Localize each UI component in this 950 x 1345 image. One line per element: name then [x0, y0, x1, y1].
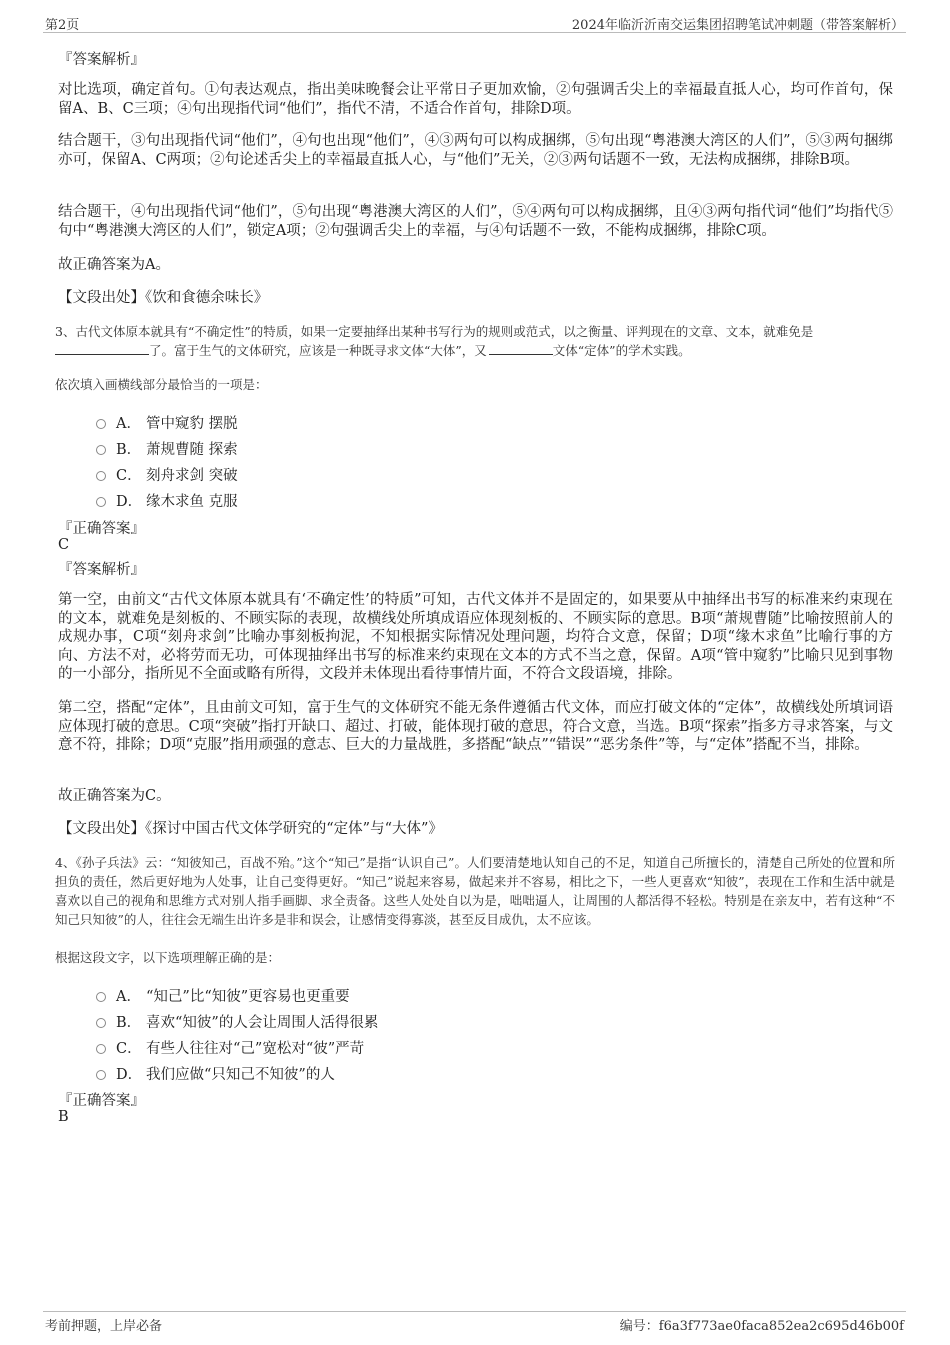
question-stem-part: 3、古代文体原本就具有“不确定性”的特质，如果一定要抽绎出某种书写行为的规则或范式，以之衡量、评判现在的文章、文本，就难免是 — [55, 324, 814, 339]
option-c[interactable]: C． 有些人往往对“己”宽松对“彼”严苛 — [96, 1037, 364, 1058]
radio-button[interactable] — [96, 1018, 106, 1028]
option-b[interactable]: B． 喜欢“知彼”的人会让周围人活得很累 — [96, 1011, 378, 1032]
option-c[interactable]: C． 刻舟求剑 突破 — [96, 464, 238, 485]
analysis-paragraph: 结合题干，④句出现指代词“他们”，⑤句出现“粤港澳大湾区的人们”，⑤④两句可以构成捆绑，且④③两句指代词“他们”均指代⑤句中“粤港澳大湾区的人们”，锁定A项；②句强调舌尖上的幸福，与④句话题不一致，不能构成捆绑，排除C项。 — [58, 204, 893, 239]
option-b[interactable]: B． 萧规曹随 探索 — [96, 438, 238, 459]
conclusion: 故正确答案为A。 — [58, 257, 170, 273]
answer-label: 『正确答案』 — [58, 521, 145, 537]
question-prompt: 依次填入画横线部分最恰当的一项是： — [55, 377, 268, 392]
radio-button[interactable] — [96, 497, 106, 507]
question-stem-part: 了。富于生气的文体研究，应该是一种既寻求文体“大体”，又 — [149, 343, 487, 358]
analysis-label: 『答案解析』 — [58, 562, 145, 578]
analysis-paragraph: 结合题干，③句出现指代词“他们”，④句也出现“他们”，④③两句可以构成捆绑，⑤句出现“粤港澳大湾区的人们”，⑤③两句捆绑亦可，保留A、C两项；②句论述舌尖上的幸福最直抵人心，与“他们”无关，②③两句话题不一致，无法构成捆绑，排除B项。 — [58, 133, 893, 168]
fill-blank — [489, 342, 553, 355]
conclusion: 故正确答案为C。 — [58, 788, 171, 804]
analysis-paragraph: 对比选项，确定首句。①句表达观点，指出美味晚餐会让平常日子更加欢愉，②句强调舌尖上的幸福最直抵人心，均可作首句，保留A、B、C三项；④句出现指代词“他们”，指代不清，不适合作首句，排除D项。 — [58, 82, 893, 117]
radio-button[interactable] — [96, 445, 106, 455]
question-stem-part: 文体“定体”的学术实践。 — [552, 343, 691, 358]
analysis-label: 『答案解析』 — [58, 52, 145, 68]
question-stem — [55, 322, 895, 360]
option-a[interactable]: A． “知己”比“知彼”更容易也更重要 — [96, 985, 350, 1006]
correct-answer: C — [58, 537, 70, 553]
question-stem: 4、《孙子兵法》云：“知彼知己，百战不殆。”这个“知己”是指“认识自己”。人们要清楚地认知自己的不足，知道自己所擅长的，清楚自己所处的位置和所担负的责任，然后更好地为人处事，让自己变得更好。“知己”说起来容易，做起来并不容易，相比之下，一些人更喜欢“知彼”，表现在工作和生活中就是喜欢以自己的视角和思维方式对别人指手画脚、求全责备。这些人处处自以为是，咄咄逼人，让周围的人都活得不轻松。特别是在亲友中，若有这种“不知己只知彼”的人，往往会无端生出许多是非和误会，让感情变得寡淡，甚至反目成仇，太不应该。 — [55, 855, 895, 927]
radio-button[interactable] — [96, 471, 106, 481]
page-footer — [43, 1311, 906, 1334]
radio-button[interactable] — [96, 419, 106, 429]
radio-button[interactable] — [96, 1070, 106, 1080]
source-citation: 【文段出处】《探讨中国古代文体学研究的“定体”与“大体”》 — [58, 821, 443, 837]
footer-slogan: 考前押题，上岸必备 — [45, 1319, 163, 1334]
page-number: 第2页 — [45, 18, 80, 33]
document-title: 2024年临沂沂南交运集团招聘笔试冲刺题（带答案解析） — [571, 18, 904, 33]
answer-label: 『正确答案』 — [58, 1093, 145, 1109]
page-header — [43, 12, 906, 33]
analysis-paragraph: 第二空，搭配“定体”，且由前文可知，富于生气的文体研究不能无条件遵循古代文体，而应打破文体的“定体”，故横线处所填词语应体现打破的意思。C项“突破”指打开缺口、超过、打破，能体现打破的意思，符合文意，当选。B项“探索”指多方寻求答案，与文意不符，排除；D项“克服”指用顽强的意志、巨大的力量战胜，多搭配“缺点”“错误”“恶劣条件”等，与“定体”搭配不当，排除。 — [58, 700, 893, 753]
radio-button[interactable] — [96, 1044, 106, 1054]
correct-answer: B — [58, 1109, 69, 1125]
option-d[interactable]: D． 我们应做“只知己不知彼”的人 — [96, 1063, 335, 1084]
option-d[interactable]: D． 缘木求鱼 克服 — [96, 490, 238, 511]
fill-blank — [55, 342, 149, 355]
option-a[interactable]: A． 管中窥豹 摆脱 — [96, 412, 238, 433]
analysis-paragraph: 第一空，由前文“古代文体原本就具有‘不确定性’的特质”可知，古代文体并不是固定的，如果要从中抽绎出书写的标准来约束现在的文本，就难免是刻板的、不顾实际的表现，故横线处所填成语应体现刻板的、不顾实际的意思。B项“萧规曹随”比喻按照前人的成规办事，C项“刻舟求剑”比喻办事刻板拘泥，不知根据实际情况处理问题，均符合文意，保留；D项“缘木求鱼”比喻行事的方向、方法不对，必将劳而无功，可体现抽绎出书写的标准来约束现在文本的方式不当之意，保留。A项“管中窥豹”比喻只见到事物的一小部分，指所见不全面或略有所得，文段并未体现出看待事情片面，不符合文段语境，排除。 — [58, 592, 893, 682]
source-citation: 【文段出处】《饮和食德余味长》 — [58, 290, 269, 306]
document-id: 编号：f6a3f773ae0faca852ea2c695d46b00f — [619, 1319, 904, 1334]
question-prompt: 根据这段文字，以下选项理解正确的是： — [55, 950, 281, 965]
radio-button[interactable] — [96, 992, 106, 1002]
